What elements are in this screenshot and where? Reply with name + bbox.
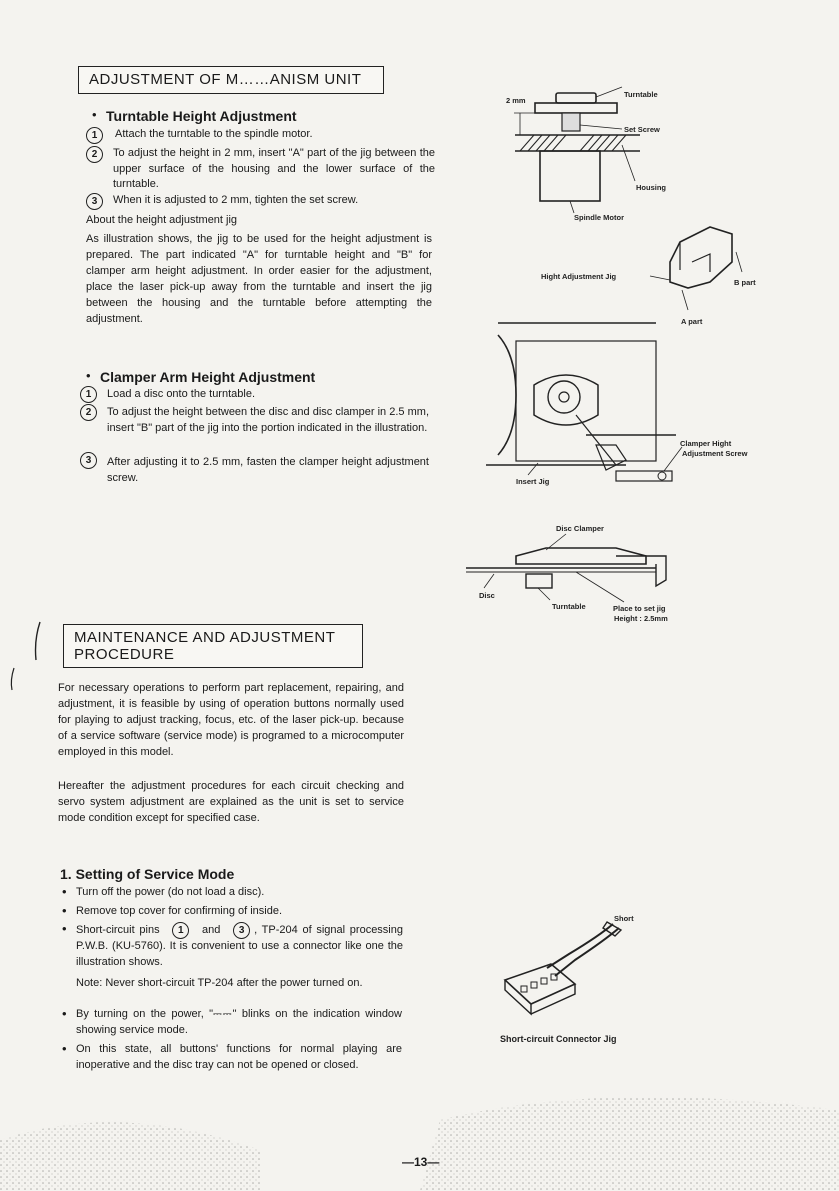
fig1-setscrew-label: Set Screw (624, 125, 660, 134)
fig5-short-label: Short (614, 914, 634, 923)
bullet-icon: • (62, 921, 67, 936)
bullet-icon: • (86, 368, 91, 383)
maintenance-intro-2: Hereafter the adjustment procedures for each circuit checking and servo system adjustment are explained as the unit is set to service mode condition except for specified case. (58, 780, 404, 824)
service-step-power-on: By turning on the power, "⎓⎓" blinks on the indication window showing service mode. (76, 1008, 402, 1036)
fig2-a-part-label: A part (681, 317, 703, 326)
clamper-arm-diagram (486, 315, 686, 485)
margin-mark-icon (0, 0, 60, 700)
page-number: —13— (402, 1155, 440, 1169)
turntable-step-2: To adjust the height in 2 mm, insert "A" part of the jig between the upper surface of the housing and the lower surface of the turntable. (113, 147, 435, 190)
maintenance-section-title: MAINTENANCE AND ADJUSTMENT PROCEDURE (63, 624, 363, 668)
turntable-step-1: Attach the turntable to the spindle motor. (115, 128, 313, 140)
service-mode-heading: 1. Setting of Service Mode (60, 866, 235, 882)
bullet-icon: • (62, 903, 67, 918)
turntable-diagram (500, 85, 680, 225)
display-glyph: ⎓⎓ (213, 1008, 233, 1020)
clamper-step-3: After adjusting it to 2.5 mm, fasten the clamper height adjustment screw. (107, 456, 429, 484)
step-2-icon: 2 (80, 404, 97, 421)
about-jig-text: As illustration shows, the jig to be used for the height adjustment is prepared. The part indicated "A" for turntable height and "B" for clamper arm height adjustment. In order easier for the adjustment, place the laser pick-up away from the turntable and insert the jig between the housing and the turntable before attempting the adjustment. (86, 233, 432, 325)
turntable-step-3: When it is adjusted to 2 mm, tighten the set screw. (113, 194, 359, 206)
fig2-b-part-label: B part (734, 278, 756, 287)
bullet-icon: • (92, 107, 97, 122)
fig1-turntable-label: Turntable (624, 90, 658, 99)
fig3-clamper-label-1: Clamper Hight (680, 439, 732, 448)
fig1-spindle-label: Spindle Motor (574, 213, 624, 222)
height-jig-diagram (650, 222, 770, 322)
fig4-place-label-1: Place to set jig (613, 604, 666, 613)
maintenance-intro-1: For necessary operations to perform part replacement, repairing, and adjustment, it is feasible by using of operation buttons normally used for playing to adjust tracking, focus, etc. of the laser pick-up. because of a service software (service mode) is programed to a microcomputer employed in this model. (58, 682, 404, 758)
fig4-disc-clamper-label: Disc Clamper (556, 524, 604, 533)
fig1-housing-label: Housing (636, 183, 666, 192)
fig3-insert-jig-label: Insert Jig (516, 477, 550, 486)
service-step-power-off: Turn off the power (do not load a disc). (76, 886, 265, 898)
step-3-icon: 3 (86, 193, 103, 210)
fig1-dim-label: 2 mm (506, 96, 526, 105)
fig3-clamper-label-2: Adjustment Screw (682, 449, 748, 458)
service-step-short-pins: Short-circuit pins 1 and 3 , TP-204 of signal processing P.W.B. (KU-5760). It is convenient to use a connector like one the illustration shows. (76, 924, 403, 968)
step-3-icon: 3 (80, 452, 97, 469)
bullet-icon: • (62, 884, 67, 899)
fig4-turntable-label: Turntable (552, 602, 586, 611)
pin-3-icon: 3 (233, 922, 250, 939)
fig4-disc-label: Disc (479, 591, 495, 600)
about-jig-heading: About the height adjustment jig (86, 214, 238, 226)
bullet-icon: • (62, 1006, 67, 1021)
step-2-icon: 2 (86, 146, 103, 163)
fig2-jig-label: Hight Adjustment Jig (541, 272, 617, 281)
service-step-inoperative: On this state, all buttons' functions for normal playing are inoperative and the disc tray can not be opened or closed. (76, 1043, 402, 1071)
step-1-icon: 1 (86, 127, 103, 144)
mechanism-section-title: ADJUSTMENT OF M……ANISM UNIT (78, 66, 384, 94)
turntable-heading: Turntable Height Adjustment (106, 108, 297, 124)
service-note: Note: Never short-circuit TP-204 after the power turned on. (76, 977, 363, 989)
fig4-place-label-2: Height : 2.5mm (614, 614, 668, 623)
pin-1-icon: 1 (172, 922, 189, 939)
service-step-remove-cover: Remove top cover for confirming of inside. (76, 905, 283, 917)
short-connector-jig-diagram (495, 920, 635, 1020)
fig5-caption: Short-circuit Connector Jig (500, 1034, 617, 1044)
bullet-icon: • (62, 1041, 67, 1056)
scan-noise-texture (0, 1080, 839, 1191)
disc-clamper-diagram (466, 530, 676, 610)
clamper-heading: Clamper Arm Height Adjustment (100, 369, 316, 385)
clamper-step-1: Load a disc onto the turntable. (107, 388, 255, 400)
step-1-icon: 1 (80, 386, 97, 403)
clamper-step-2: To adjust the height between the disc and disc clamper in 2.5 mm, insert "B" part of the jig into the portion indicated in the illustration. (107, 406, 429, 434)
